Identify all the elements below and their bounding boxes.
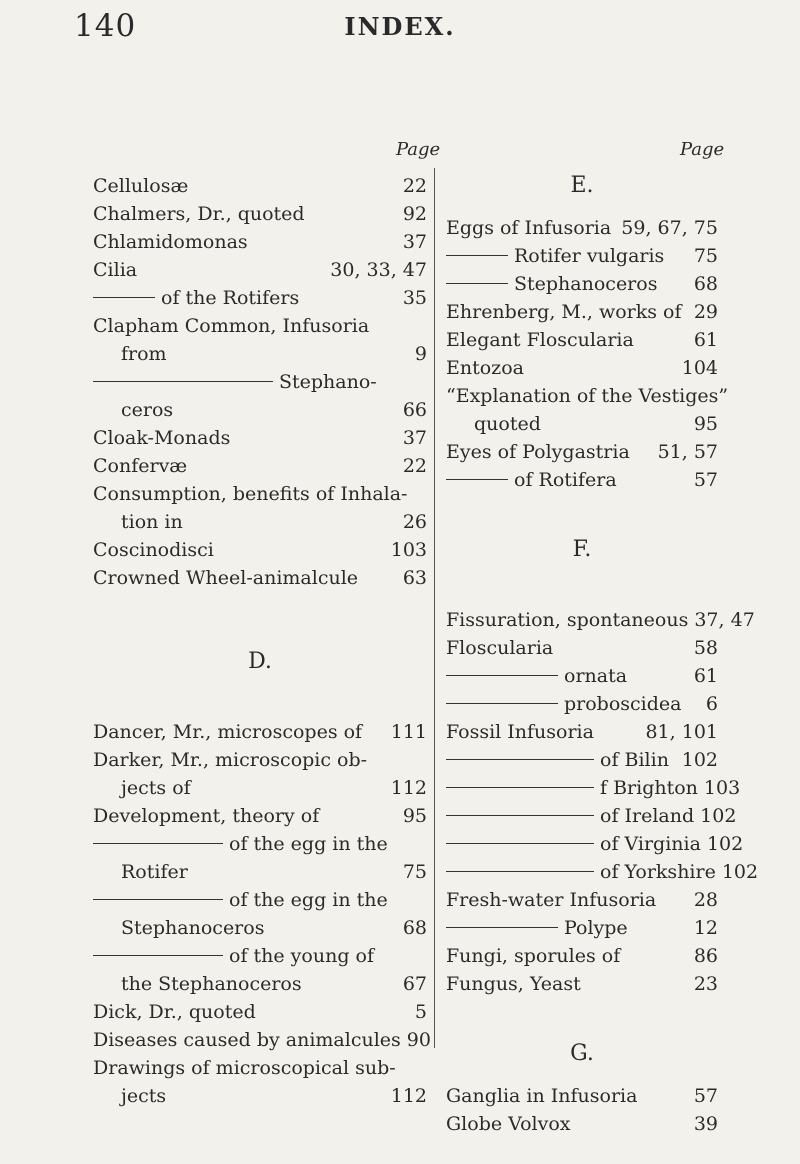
index-subentry: Stephano- — [93, 368, 427, 396]
index-entry: Fresh-water Infusoria 28 — [446, 889, 718, 911]
index-entry: Development, theory of 95 — [93, 805, 427, 827]
index-entry: Drawings of microscopical sub- — [93, 1057, 396, 1079]
index-subentry: Rotifer vulgaris 75 — [446, 242, 718, 270]
index-entry: Fissuration, spontaneous 37, 47 — [446, 609, 755, 631]
section-letter-g: G. — [570, 1041, 594, 1066]
index-column-right — [446, 172, 759, 1138]
index-entry: Globe Volvox 39 — [446, 1113, 718, 1135]
index-subentry: of the Rotifers 35 — [93, 284, 427, 312]
index-entry-continuation: jects 112 — [121, 1085, 427, 1107]
index-column-left — [93, 172, 431, 1110]
index-entry: Dick, Dr., quoted 5 — [93, 1001, 427, 1023]
section-letter-f: F. — [572, 537, 592, 562]
index-entry: Cloak-Monads 37 — [93, 427, 427, 449]
index-entry: Chalmers, Dr., quoted 92 — [93, 203, 427, 225]
index-entry: Chlamidomonas 37 — [93, 231, 427, 253]
index-entry: Eggs of Infusoria 59, 67, 75 — [446, 217, 718, 239]
page-header — [0, 0, 800, 60]
index-entry: Cilia 30, 33, 47 — [93, 259, 427, 281]
index-entry-continuation: the Stephanoceros 67 — [121, 973, 427, 995]
index-subentry: Polype 12 — [446, 914, 718, 942]
index-subentry: of the egg in the — [93, 886, 427, 914]
index-entry-continuation: ceros 66 — [121, 399, 427, 421]
index-entry: Diseases caused by animalcules 90 — [93, 1029, 431, 1051]
page-column-label-left: Page — [396, 139, 441, 160]
index-subentry: of Virginia 102 — [446, 830, 718, 858]
index-entry: Elegant Floscularia 61 — [446, 329, 718, 351]
index-entry-continuation: from 9 — [121, 343, 427, 365]
page-column-label-right: Page — [680, 139, 725, 160]
index-entry: Fossil Infusoria 81, 101 — [446, 721, 718, 743]
index-subentry: ornata 61 — [446, 662, 718, 690]
index-entry: Cellulosæ 22 — [93, 175, 427, 197]
index-entry: Dancer, Mr., microscopes of 111 — [93, 721, 427, 743]
index-subentry: of Rotifera 57 — [446, 466, 718, 494]
index-subentry: of Ireland 102 — [446, 802, 718, 830]
section-letter-d: D. — [248, 649, 272, 674]
index-subentry: of Yorkshire 102 — [446, 858, 718, 886]
index-entry: Ehrenberg, M., works of 29 — [446, 301, 718, 323]
index-entry-continuation: Rotifer 75 — [121, 861, 427, 883]
column-divider — [434, 168, 435, 1048]
index-entry: Coscinodisci 103 — [93, 539, 427, 561]
index-subentry: of Bilin 102 — [446, 746, 718, 774]
index-entry-continuation: jects of 112 — [121, 777, 427, 799]
index-entry: Floscularia 58 — [446, 637, 718, 659]
index-entry: Fungi, sporules of 86 — [446, 945, 718, 967]
index-entry: Confervæ 22 — [93, 455, 427, 477]
section-letter-e: E. — [570, 173, 594, 198]
index-entry-continuation: quoted 95 — [474, 413, 718, 435]
index-entry-continuation: tion in 26 — [121, 511, 427, 533]
index-subentry: Stephanoceros 68 — [446, 270, 718, 298]
index-subentry: of the young of — [93, 942, 427, 970]
index-entry-continuation: Stephanoceros 68 — [121, 917, 427, 939]
index-entry: Entozoa 104 — [446, 357, 718, 379]
index-entry: Fungus, Yeast 23 — [446, 973, 718, 995]
index-subentry: proboscidea 6 — [446, 690, 718, 718]
index-entry: Eyes of Polygastria 51, 57 — [446, 441, 718, 463]
running-head: INDEX. — [344, 12, 456, 41]
index-entry: Clapham Common, Infusoria — [93, 315, 370, 337]
page-number: 140 — [74, 8, 137, 44]
index-entry: Crowned Wheel-animalcule 63 — [93, 567, 427, 589]
index-entry: Ganglia in Infusoria 57 — [446, 1085, 718, 1107]
index-entry: Darker, Mr., microscopic ob- — [93, 749, 368, 771]
index-entry: “Explanation of the Vestiges” — [446, 385, 729, 407]
index-subentry: f Brighton 103 — [446, 774, 718, 802]
index-entry: Consumption, benefits of Inhala- — [93, 483, 408, 505]
index-subentry: of the egg in the — [93, 830, 427, 858]
